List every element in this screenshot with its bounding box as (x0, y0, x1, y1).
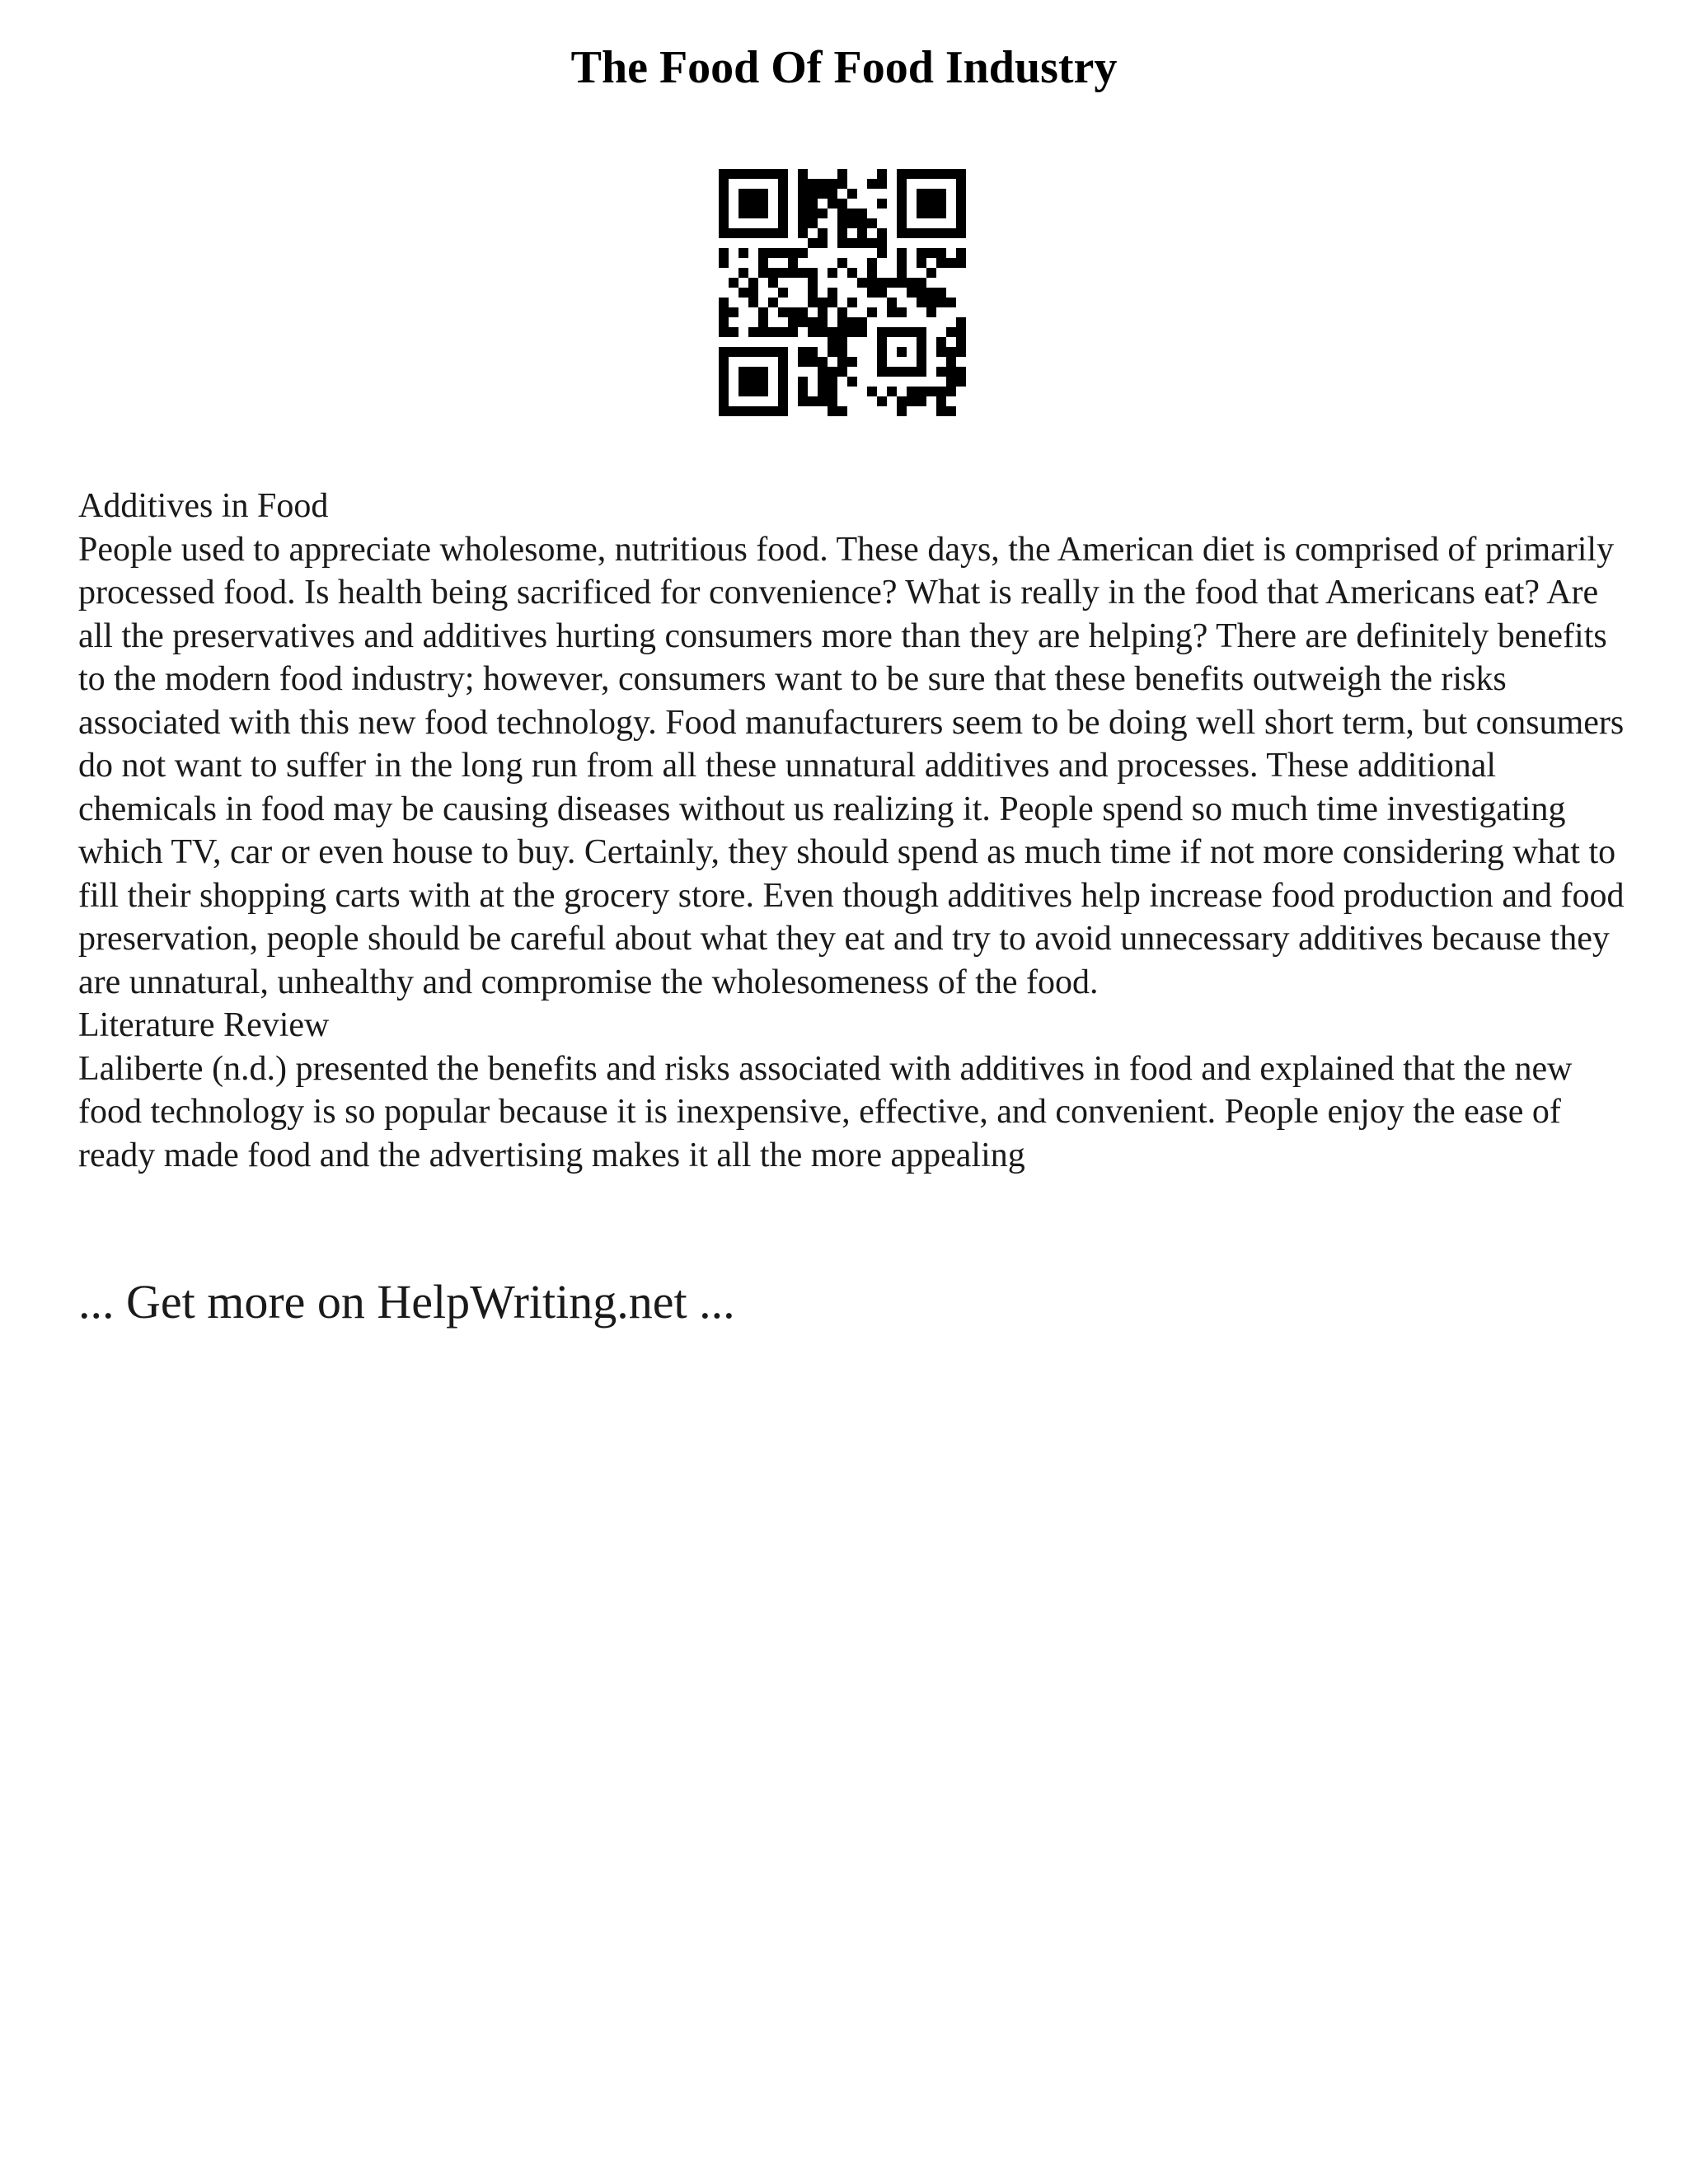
section-heading-additives: Additives in Food (78, 487, 329, 525)
section-paragraph-additives: People used to appreciate wholesome, nutritious food. These days, the American diet is comprised of primarily processed food. Is health being sacrificed for convenience? What is really in the food that Americans eat? Are all the preservatives and additives hurting consumers more than they are helping? There are definitely benefits to the modern food industry; however, consumers want to be sure that these benefits outweigh the risks associated with this new food technology. Food manufacturers seem to be doing well short term, but consumers do not want to suffer in the long run from all these unnatural additives and processes. These additional chemicals in food may be causing diseases without us realizing it. People spend so much time investigating which TV, car or even house to buy. Certainly, they should spend as much time if not more considering what to fill their shopping carts with at the grocery store. Even though additives help increase food production and food preservation, people should be careful about what they eat and try to avoid unnecessary additives because they are unnatural, unhealthy and compromise the wholesomeness of the food. (78, 530, 1625, 1001)
section-heading-literature-review: Literature Review (78, 1006, 330, 1044)
section-paragraph-literature-review: Laliberte (n.d.) presented the benefits and risks associated with additives in food and explained that the new food technology is so popular because it is inexpensive, effective, and convenient. People enjoy the ease of ready made food and the advertising makes it all the more appealing (78, 1049, 1573, 1174)
page-title: The Food Of Food Industry (570, 42, 1118, 93)
document-body (78, 485, 1628, 1177)
qr-code-icon (719, 169, 966, 416)
get-more-link[interactable]: ... Get more on HelpWriting.net ... (78, 1275, 735, 1329)
